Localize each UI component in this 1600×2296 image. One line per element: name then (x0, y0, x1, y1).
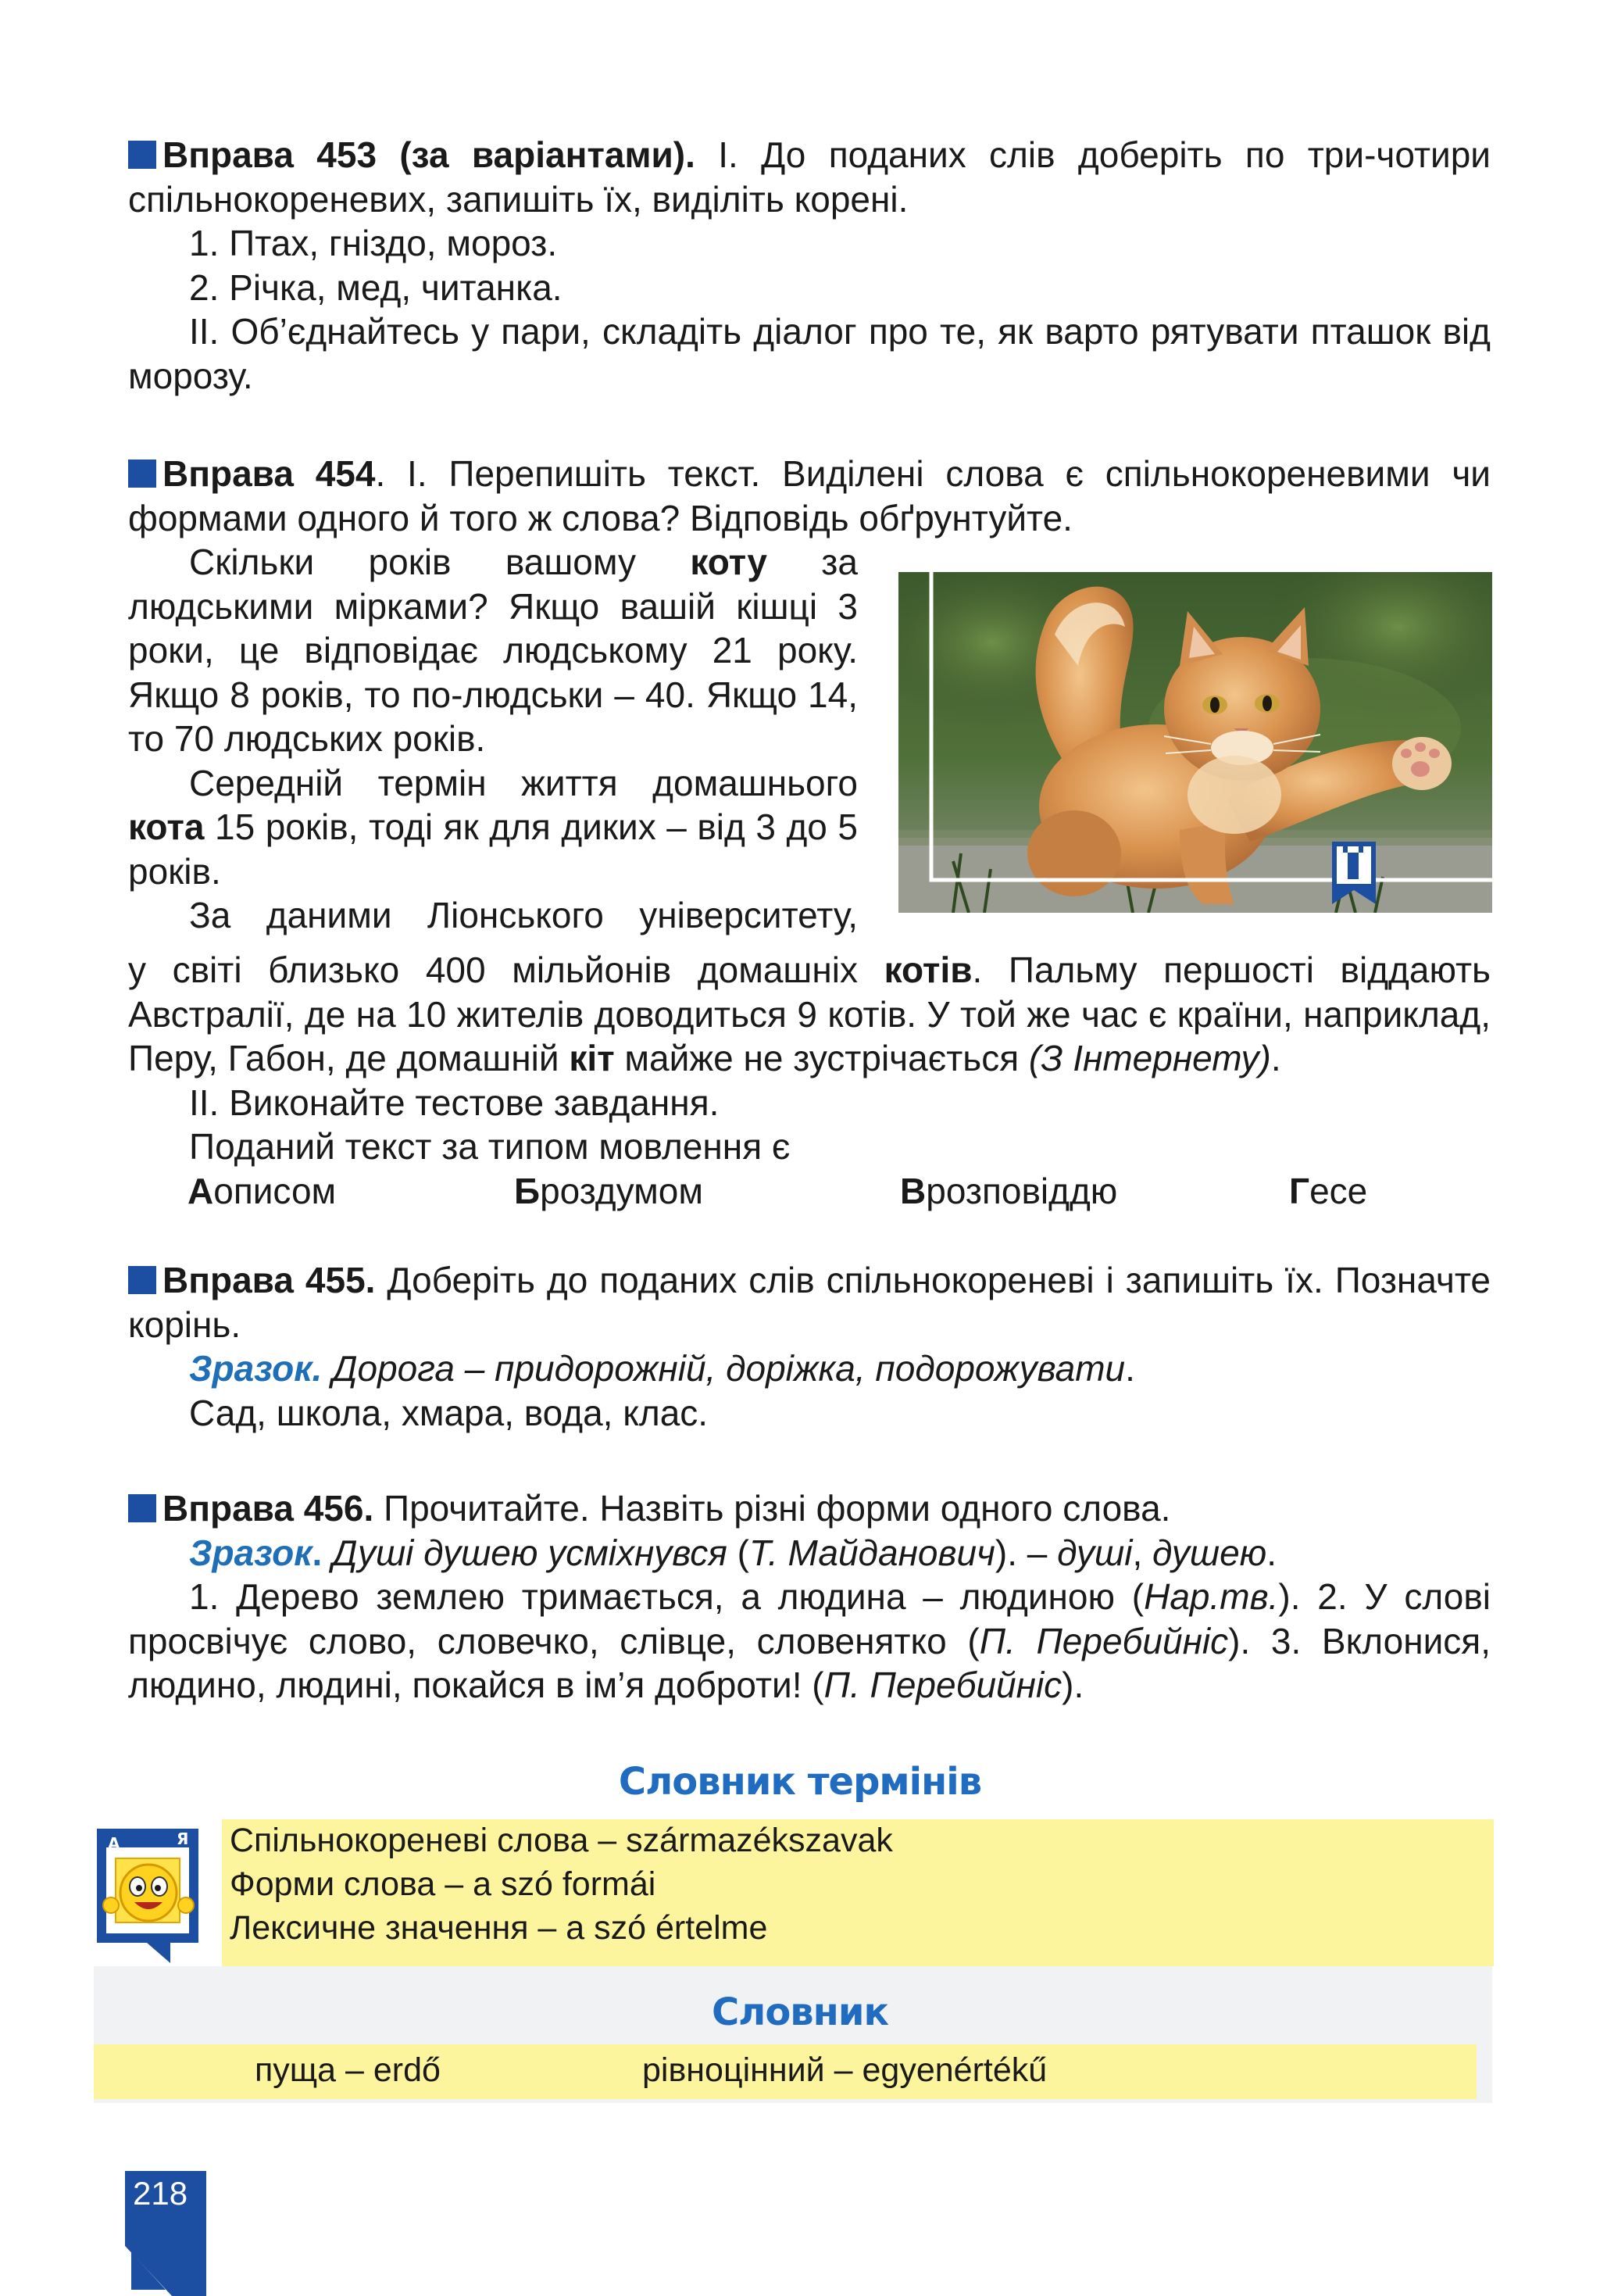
sample: Зразок. Душі душею усміхнувся (Т. Майданович). – душі, душею. (189, 1532, 1277, 1573)
exercise-marker-icon (128, 1494, 156, 1522)
exercise-marker-icon (128, 1266, 156, 1294)
paragraph: у світі близько 400 мільйонів домашніх котів. Пальму першості віддають Австралії, де на 10 жителів доводиться 9 котів. У той же час є країни, наприклад, Перу, Габон, де домашній кіт майже не зустрічається (З Інтернету). (128, 950, 1491, 1078)
option-d[interactable]: Г есе (1289, 1171, 1368, 1211)
exercise-456 (128, 1486, 1491, 1708)
exercise-title: Вправа 455. (162, 1260, 376, 1300)
exercise-454-header (128, 452, 1491, 540)
paragraph: За даними Ліонського університету, (189, 895, 858, 935)
dictionary-entry: рівноцінний – egyenértékű (642, 2051, 1048, 2089)
test-question: Подaний текст за типом мовлення є (189, 1126, 791, 1167)
glossary-title: Словник термінів (618, 1760, 982, 1804)
glossary-line: Форми слова – a szó formái (230, 1865, 656, 1903)
word-list: Сад, школа, хмара, вода, клас. (189, 1392, 709, 1433)
exercise-453 (128, 133, 1491, 398)
page-number: 218 (133, 2175, 188, 2212)
option-c[interactable]: В розповіддю (900, 1171, 1118, 1211)
paragraph: Середній термін життя домашнього кота 15 років, тоді як для диких – від 3 до 5 років. (128, 762, 858, 892)
exercise-454-text-wrap (128, 540, 858, 938)
badge-letter: А (108, 1834, 120, 1853)
exercise-task: Доберіть до поданих слів спільнокореневі і запишіть їх. Позначте корінь. (128, 1260, 1491, 1345)
glossary-line: Спільнокореневі слова – származékszavak (230, 1822, 893, 1859)
dictionary-entry: пуща – erdő (255, 2051, 441, 2089)
test-options (188, 1169, 1516, 1213)
sample: Зразок. Дорога – придорожній, доріжка, подорожувати. (189, 1348, 1135, 1389)
paragraph: Скільки років вашому коту за людськими мірками? Якщо вашій кішці 3 роки, це відповідає людському 21 року. Якщо 8 років, то по-людськи – 40. Якщо 14, то 70 людських років. (128, 542, 858, 759)
list-item: 1. Птах, гніздо, мороз. (189, 223, 558, 263)
exercise-title: Вправа 453 (за варіантами). (162, 134, 695, 175)
option-a[interactable]: А описом (188, 1171, 337, 1211)
badge-letter: Я (177, 1829, 189, 1848)
exercise-marker-icon (128, 460, 156, 488)
exercise-title: Вправа 454 (162, 453, 376, 494)
exercise-task: ІІ. Виконайте тестове завдання. (189, 1082, 720, 1123)
option-b[interactable]: Б роздумом (514, 1171, 703, 1211)
exercise-title: Вправа 456. (162, 1488, 374, 1529)
exercise-marker-icon (128, 141, 156, 169)
exercise-task: . І. Перепишіть текст. Виділені слова є спільнокореневими чи формами одного й того ж слова? Відповідь обґрунтуйте. (128, 453, 1491, 538)
dictionary-mascot-icon (92, 1826, 209, 1963)
paragraph: 1. Дерево землею тримається, а людина – людиною (Нар.тв.). 2. У слові просвічує слово, словечко, слівце, словенятко (П. Перебийніс). 3. Вклонися, людино, людині, покайся в ім’я доброти! (П. Перебийніс). (128, 1576, 1491, 1705)
glossary-line: Лексичне значення – a szó értelme (230, 1909, 768, 1947)
exercise-task: Прочитайте. Назвіть різні форми одного слова. (373, 1488, 1171, 1529)
exercise-455 (128, 1258, 1491, 1435)
cat-photo (898, 572, 1492, 913)
exercise-454-text-full (128, 948, 1491, 1169)
list-item: 2. Річка, мед, читанка. (189, 266, 562, 308)
exercise-task: ІІ. Об’єднайтесь у пари, складіть діалог про те, як варто рятувати пташок від морозу. (128, 311, 1491, 396)
exercise-task: І. До поданих слів доберіть по три-чотири спільнокореневих, запишіть їх, виділіть корені. (128, 134, 1491, 220)
dictionary-title: Словник (711, 1990, 889, 2034)
